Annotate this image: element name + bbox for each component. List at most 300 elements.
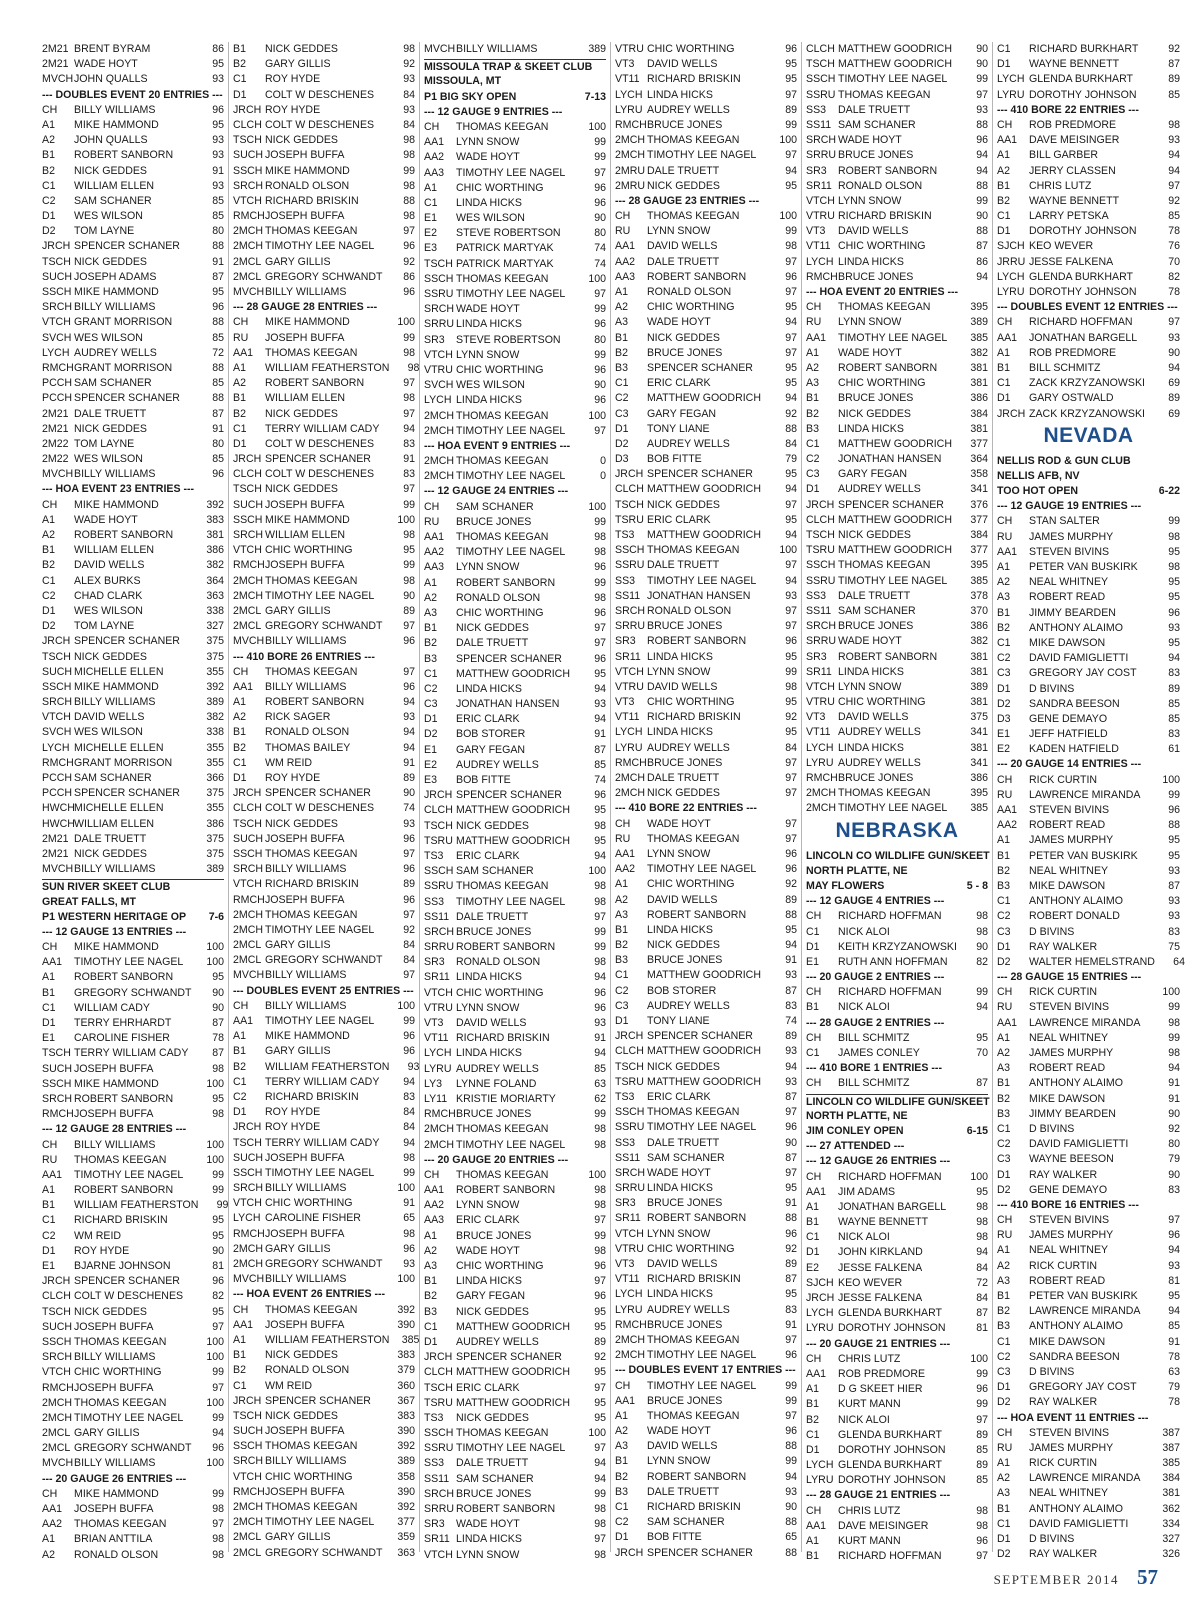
- score: 95: [212, 1229, 224, 1242]
- shooter-name: MATTHEW GOODRICH: [456, 804, 570, 817]
- shooter-name: ROBERT SANBORN: [647, 908, 747, 921]
- result-row: [42, 725, 224, 740]
- result-row: [233, 513, 415, 528]
- class-code: AA3: [424, 1214, 445, 1227]
- result-row: [424, 1426, 606, 1441]
- shooter-name: NEAL WHITNEY: [1029, 576, 1109, 589]
- class-code: A2: [233, 377, 246, 390]
- result-row: [997, 1456, 1180, 1471]
- result-row: [806, 1549, 988, 1564]
- result-row: [42, 771, 224, 786]
- shooter-name: MATTHEW GOODRICH: [647, 529, 761, 541]
- result-row: [42, 1456, 224, 1471]
- shooter-name: TIMOTHY LEE NAGEL: [74, 1168, 184, 1181]
- class-code: TSCH: [233, 1136, 262, 1149]
- class-code: B1: [806, 1001, 819, 1014]
- class-code: SR11: [424, 1533, 450, 1546]
- shooter-name: BRUCE JONES: [647, 756, 723, 769]
- shooter-name: ROY HYDE: [74, 1244, 130, 1257]
- score: 94: [594, 1047, 606, 1060]
- result-row: [424, 1456, 606, 1471]
- shooter-name: BILLY WILLIAMS: [265, 635, 347, 648]
- result-row: [233, 1014, 415, 1029]
- result-row: [424, 500, 606, 515]
- score: 92: [403, 255, 415, 268]
- shooter-name: JAMES MURPHY: [1029, 1441, 1114, 1454]
- result-row: [233, 1181, 415, 1196]
- event-header: --- 28 GAUGE 28 ENTRIES ---: [233, 301, 378, 314]
- score: 89: [785, 1258, 797, 1270]
- result-row: [615, 1333, 797, 1348]
- result-row: [233, 179, 415, 194]
- result-row: [997, 818, 1180, 833]
- class-code: CLCH: [42, 1290, 71, 1303]
- result-row: [42, 604, 224, 619]
- shooter-name: RICK CURTIN: [1029, 1457, 1098, 1470]
- club-info: NORTH PLATTE, NE: [806, 1109, 908, 1122]
- result-row: [997, 1076, 1180, 1091]
- class-code: VTCH: [233, 544, 262, 557]
- class-code: SR3: [424, 333, 445, 346]
- class-code: A1: [806, 1200, 819, 1213]
- result-row: [233, 1318, 415, 1333]
- result-row: [615, 741, 797, 756]
- result-row: [42, 1381, 224, 1396]
- score: 89: [403, 604, 415, 617]
- shooter-name: MIKE HAMMOND: [265, 316, 350, 329]
- shooter-name: ANTHONY ALAIMO: [1029, 1502, 1123, 1515]
- result-row: [424, 1031, 606, 1046]
- score: 87: [212, 270, 224, 283]
- result-row: [615, 1394, 797, 1409]
- class-code: LYCH: [615, 1288, 643, 1301]
- result-row: [42, 1138, 224, 1153]
- score: 385: [970, 331, 988, 344]
- score: 98: [976, 1504, 988, 1517]
- result-row: [997, 682, 1180, 697]
- shoot-date: 7-6: [208, 910, 224, 923]
- class-code: TSCH: [424, 819, 453, 832]
- shooter-name: JOSEPH BUFFA: [265, 331, 345, 344]
- class-code: CH: [233, 999, 249, 1012]
- score: 97: [594, 1214, 606, 1227]
- class-code: E3: [424, 242, 437, 255]
- shooter-name: GRANT MORRISON: [74, 361, 173, 374]
- result-row: [615, 1136, 797, 1151]
- shooter-name: BOB STORER: [647, 984, 717, 997]
- shooter-name: SPENCER SCHANER: [74, 787, 180, 800]
- class-code: A1: [42, 971, 55, 984]
- shooter-name: ROBERT SANBORN: [456, 1503, 556, 1515]
- shooter-name: ROY HYDE: [265, 772, 321, 784]
- shooter-name: JAMES MURPHY: [1029, 1047, 1114, 1059]
- score: 395: [970, 559, 988, 572]
- class-code: 2MCH: [233, 1516, 264, 1529]
- class-code: A3: [615, 316, 628, 329]
- score: 97: [976, 1413, 988, 1426]
- class-code: AA1: [615, 847, 636, 860]
- shooter-name: TOM LAYNE: [74, 225, 135, 238]
- class-code: JRCH: [806, 498, 835, 511]
- result-row: [233, 57, 415, 72]
- class-code: AA2: [997, 819, 1018, 832]
- shooter-name: SPENCER SCHANER: [647, 361, 753, 374]
- class-code: CH: [42, 941, 58, 954]
- shooter-name: MATTHEW GOODRICH: [647, 1045, 761, 1058]
- shooter-name: ROBERT SANBORN: [456, 941, 556, 954]
- result-row: [42, 1532, 224, 1547]
- result-row: [42, 1107, 224, 1122]
- score: 99: [212, 1184, 224, 1197]
- score: 95: [785, 650, 797, 663]
- class-code: VTRU: [424, 1001, 453, 1014]
- class-code: MVCH: [42, 73, 74, 86]
- result-row: [806, 1230, 988, 1245]
- score: 97: [785, 1409, 797, 1422]
- score: 355: [206, 756, 224, 769]
- shooter-name: MIKE HAMMOND: [74, 118, 159, 131]
- shooter-name: BILLY WILLIAMS: [265, 999, 347, 1012]
- shooter-name: DOROTHY JOHNSON: [1029, 286, 1137, 298]
- shooter-name: D G SKEET HIER: [838, 1383, 923, 1396]
- shooter-name: GREGORY SCHWANDT: [265, 1546, 383, 1559]
- score: 94: [403, 696, 415, 709]
- result-row: [233, 1029, 415, 1044]
- result-row: [233, 893, 415, 908]
- score: 95: [212, 1214, 224, 1227]
- score: 88: [212, 392, 224, 405]
- class-code: CH: [997, 316, 1013, 329]
- score: 97: [785, 1106, 797, 1119]
- score: 96: [403, 635, 415, 648]
- class-code: SSCH: [42, 1077, 72, 1090]
- score: 100: [970, 1170, 988, 1183]
- class-code: VTRU: [424, 363, 453, 376]
- event-header: --- HOA EVENT 20 ENTRIES ---: [806, 286, 959, 298]
- shooter-name: BRUCE JONES: [647, 1197, 723, 1210]
- score: 93: [212, 73, 224, 86]
- class-code: A1: [997, 149, 1010, 162]
- class-code: MVCH: [233, 969, 265, 982]
- class-code: TSCH: [806, 529, 835, 541]
- class-code: 2MCL: [42, 1442, 71, 1455]
- score: 96: [403, 832, 415, 845]
- class-code: C1: [997, 43, 1011, 55]
- shooter-name: MICHELLE ELLEN: [74, 802, 164, 815]
- shooter-name: WILLIAM ELLEN: [74, 179, 155, 192]
- result-row: [615, 1439, 797, 1454]
- result-row: [42, 179, 224, 194]
- shooter-name: CHIC WORTHING: [456, 363, 544, 376]
- class-code: LYCH: [806, 1307, 834, 1320]
- shooter-name: NICK GEDDES: [838, 407, 911, 420]
- score: 94: [785, 483, 797, 496]
- class-code: B2: [997, 194, 1010, 207]
- result-row: [615, 1318, 797, 1333]
- shooter-name: JAMES MURPHY: [1029, 834, 1114, 847]
- shooter-name: BRUCE JONES: [838, 772, 914, 784]
- shooter-name: LINDA HICKS: [647, 1288, 713, 1301]
- result-row: [233, 315, 415, 330]
- class-code: JRCH: [42, 1275, 71, 1288]
- result-row: [997, 285, 1180, 300]
- class-code: B2: [806, 1413, 819, 1426]
- class-code: AA2: [424, 546, 445, 559]
- event-header: --- DOUBLES EVENT 20 ENTRIES ---: [42, 88, 223, 101]
- class-code: D1: [424, 713, 438, 726]
- shooter-name: GREGORY SCHWANDT: [74, 1442, 192, 1455]
- result-row: [424, 955, 606, 970]
- shooter-name: DALE TRUETT: [647, 255, 720, 268]
- shooter-name: ROBERT SANBORN: [456, 576, 556, 589]
- score: 89: [976, 1428, 988, 1441]
- score: 96: [1168, 1229, 1180, 1242]
- score: 385: [970, 574, 988, 587]
- class-code: SR3: [424, 1518, 445, 1531]
- shooter-name: THOMAS KEEGAN: [456, 531, 549, 543]
- score: 91: [403, 1197, 415, 1210]
- class-code: CH: [424, 500, 440, 513]
- class-code: CH: [997, 1214, 1013, 1227]
- result-row: [233, 817, 415, 832]
- score: 0: [600, 455, 606, 468]
- shoot-title: [806, 1124, 988, 1139]
- class-code: CH: [806, 1352, 822, 1365]
- score: 384: [1162, 1472, 1180, 1485]
- class-code: SSRU: [615, 1121, 645, 1134]
- result-row: [615, 133, 797, 148]
- class-code: JRCH: [233, 453, 262, 466]
- class-code: TS3: [615, 529, 635, 541]
- class-code: MVCH: [233, 286, 265, 298]
- score: 98: [1168, 530, 1180, 543]
- result-row: [424, 348, 606, 363]
- shooter-name: DAVE MEISINGER: [1029, 134, 1120, 147]
- shooter-name: TERRY EHRHARDT: [74, 1017, 172, 1029]
- result-row: [997, 636, 1180, 651]
- score: 95: [976, 1031, 988, 1044]
- result-row: [424, 895, 606, 910]
- result-row: [424, 181, 606, 196]
- shooter-name: TIMOTHY LEE NAGEL: [456, 166, 566, 179]
- class-code: C1: [997, 895, 1011, 908]
- class-code: VTCH: [424, 348, 453, 361]
- score: 92: [785, 878, 797, 891]
- shooter-name: CHIC WORTHING: [647, 43, 735, 55]
- score: 94: [785, 574, 797, 587]
- class-code: CH: [997, 118, 1013, 131]
- result-row: [233, 923, 415, 938]
- score: 85: [212, 194, 224, 207]
- shooter-name: CHAD CLARK: [74, 589, 143, 602]
- score: 96: [594, 606, 606, 619]
- shooter-name: TIMOTHY LEE NAGEL: [647, 149, 757, 162]
- shooter-name: RONALD OLSON: [456, 956, 541, 969]
- class-code: SRCH: [424, 925, 455, 938]
- shooter-name: BRUCE JONES: [647, 1318, 723, 1331]
- score: 96: [403, 1242, 415, 1255]
- result-row: [424, 469, 606, 484]
- class-code: A2: [997, 1047, 1010, 1059]
- class-code: AA1: [997, 134, 1018, 147]
- result-row: [233, 1105, 415, 1120]
- class-code: SRCH: [42, 696, 73, 709]
- result-row: [233, 634, 415, 649]
- event-header: --- DOUBLES EVENT 12 ENTRIES ---: [997, 301, 1178, 314]
- score: 381: [970, 650, 988, 663]
- score: 74: [403, 802, 415, 815]
- shooter-name: THOMAS KEEGAN: [456, 1123, 549, 1136]
- shooter-name: D BIVINS: [1029, 682, 1075, 695]
- result-row: [424, 1138, 606, 1153]
- score: 364: [206, 574, 224, 587]
- score: 97: [594, 1533, 606, 1546]
- result-row: [806, 482, 988, 497]
- event-header: --- 20 GAUGE 21 ENTRIES ---: [806, 1337, 951, 1350]
- score: 100: [397, 999, 415, 1012]
- score: 392: [397, 1303, 415, 1316]
- score: 97: [212, 1518, 224, 1531]
- shooter-name: SPENCER SCHANER: [647, 1546, 753, 1559]
- shooter-name: THOMAS KEEGAN: [265, 574, 358, 587]
- result-row: [424, 1244, 606, 1259]
- class-code: C1: [806, 437, 820, 450]
- score: 95: [785, 1182, 797, 1195]
- result-row: [233, 908, 415, 923]
- result-row: [42, 467, 224, 482]
- class-code: C2: [42, 1229, 56, 1242]
- class-code: SR3: [615, 1197, 636, 1210]
- shooter-name: WM REID: [265, 756, 313, 769]
- score: 91: [785, 1318, 797, 1331]
- score: 96: [212, 301, 224, 314]
- class-code: D1: [42, 604, 56, 617]
- result-row: [997, 590, 1180, 605]
- shooter-name: NEAL WHITNEY: [1029, 1244, 1109, 1257]
- score: 95: [785, 513, 797, 526]
- shooter-name: ZACK KRZYZANOWSKI: [1029, 407, 1145, 420]
- class-code: AA1: [42, 1168, 63, 1181]
- class-code: 2MCL: [42, 1427, 71, 1440]
- shooter-name: TIMOTHY LEE NAGEL: [456, 895, 566, 908]
- class-code: VT3: [424, 1017, 444, 1029]
- class-code: B2: [233, 1364, 246, 1377]
- score: 98: [403, 149, 415, 162]
- result-row: [806, 1458, 988, 1473]
- event-header: --- 28 GAUGE 21 ENTRIES ---: [806, 1489, 951, 1502]
- score: 78: [1168, 1396, 1180, 1409]
- score: 87: [1168, 58, 1180, 71]
- class-code: B1: [806, 1550, 819, 1563]
- score: 90: [976, 43, 988, 55]
- class-code: SSRU: [424, 1442, 454, 1455]
- result-row: [997, 133, 1180, 148]
- result-row: [233, 1196, 415, 1211]
- shooter-name: SAM SCHANER: [647, 1516, 725, 1529]
- shooter-name: THOMAS KEEGAN: [265, 1303, 358, 1316]
- score: 83: [1168, 1183, 1180, 1196]
- score: 99: [594, 1108, 606, 1121]
- score: 97: [594, 1381, 606, 1394]
- shooter-name: LINDA HICKS: [647, 726, 713, 739]
- result-row: [233, 1227, 415, 1242]
- class-code: AA1: [806, 1367, 827, 1380]
- score: 98: [976, 910, 988, 923]
- shooter-name: JOSEPH BUFFA: [265, 1227, 345, 1240]
- shooter-name: GARY GILLIS: [265, 1242, 331, 1255]
- score: 381: [970, 422, 988, 435]
- score: 87: [785, 1151, 797, 1164]
- shooter-name: TIMOTHY LEE NAGEL: [838, 802, 948, 815]
- class-code: A1: [997, 346, 1010, 359]
- class-code: VT11: [806, 240, 831, 253]
- score: 97: [785, 620, 797, 633]
- result-row: [615, 1060, 797, 1075]
- class-code: CH: [806, 910, 822, 923]
- score: 95: [594, 1320, 606, 1333]
- score: 89: [1168, 73, 1180, 86]
- score: 96: [594, 196, 606, 209]
- class-code: SSRU: [806, 574, 836, 587]
- class-code: C3: [615, 407, 629, 420]
- class-code: RMCH: [233, 1485, 265, 1498]
- score: 98: [403, 1151, 415, 1164]
- score: 363: [206, 589, 224, 602]
- shooter-name: THOMAS KEEGAN: [456, 272, 549, 285]
- class-code: A2: [42, 134, 55, 147]
- score: 381: [1162, 1487, 1180, 1500]
- shooter-name: WILLIAM FEATHERSTON: [74, 1199, 199, 1212]
- shooter-name: TIMOTHY LEE NAGEL: [647, 1121, 757, 1134]
- shooter-name: RICHARD BRISKIN: [265, 194, 359, 207]
- score: 85: [1168, 210, 1180, 223]
- result-row: [42, 133, 224, 148]
- class-code: E2: [424, 227, 437, 240]
- class-code: E2: [806, 1261, 819, 1274]
- score: 96: [594, 986, 606, 999]
- result-row: [806, 725, 988, 740]
- class-code: B1: [42, 544, 55, 557]
- result-row: [424, 1305, 606, 1320]
- result-row: [42, 1062, 224, 1077]
- result-row: [42, 422, 224, 437]
- shooter-name: ROBERT SANBORN: [74, 149, 174, 162]
- result-row: [615, 604, 797, 619]
- shooter-name: MIKE DAWSON: [1029, 879, 1106, 892]
- result-row: [233, 953, 415, 968]
- shooter-name: BILLY WILLIAMS: [265, 863, 347, 876]
- shooter-name: ROBERT SANBORN: [456, 1184, 556, 1197]
- result-row: [233, 361, 420, 376]
- score: 98: [1168, 561, 1180, 573]
- class-code: TS3: [424, 849, 444, 862]
- score: 97: [785, 286, 797, 298]
- class-code: 2MCH: [42, 1411, 73, 1424]
- score: 327: [206, 620, 224, 633]
- score: 96: [594, 561, 606, 574]
- score: 383: [206, 513, 224, 526]
- score: 78: [1168, 225, 1180, 238]
- score: 85: [976, 1443, 988, 1456]
- shooter-name: GARY GILLIS: [265, 604, 331, 617]
- class-code: C1: [42, 179, 56, 192]
- result-row: [615, 558, 797, 573]
- shooter-name: SAM SCHANER: [838, 118, 916, 131]
- shooter-name: TIMOTHY LEE NAGEL: [456, 1442, 566, 1455]
- result-row: [997, 1335, 1180, 1350]
- shooter-name: LYNN SNOW: [838, 680, 902, 693]
- shooter-name: DAVID WELLS: [74, 559, 145, 572]
